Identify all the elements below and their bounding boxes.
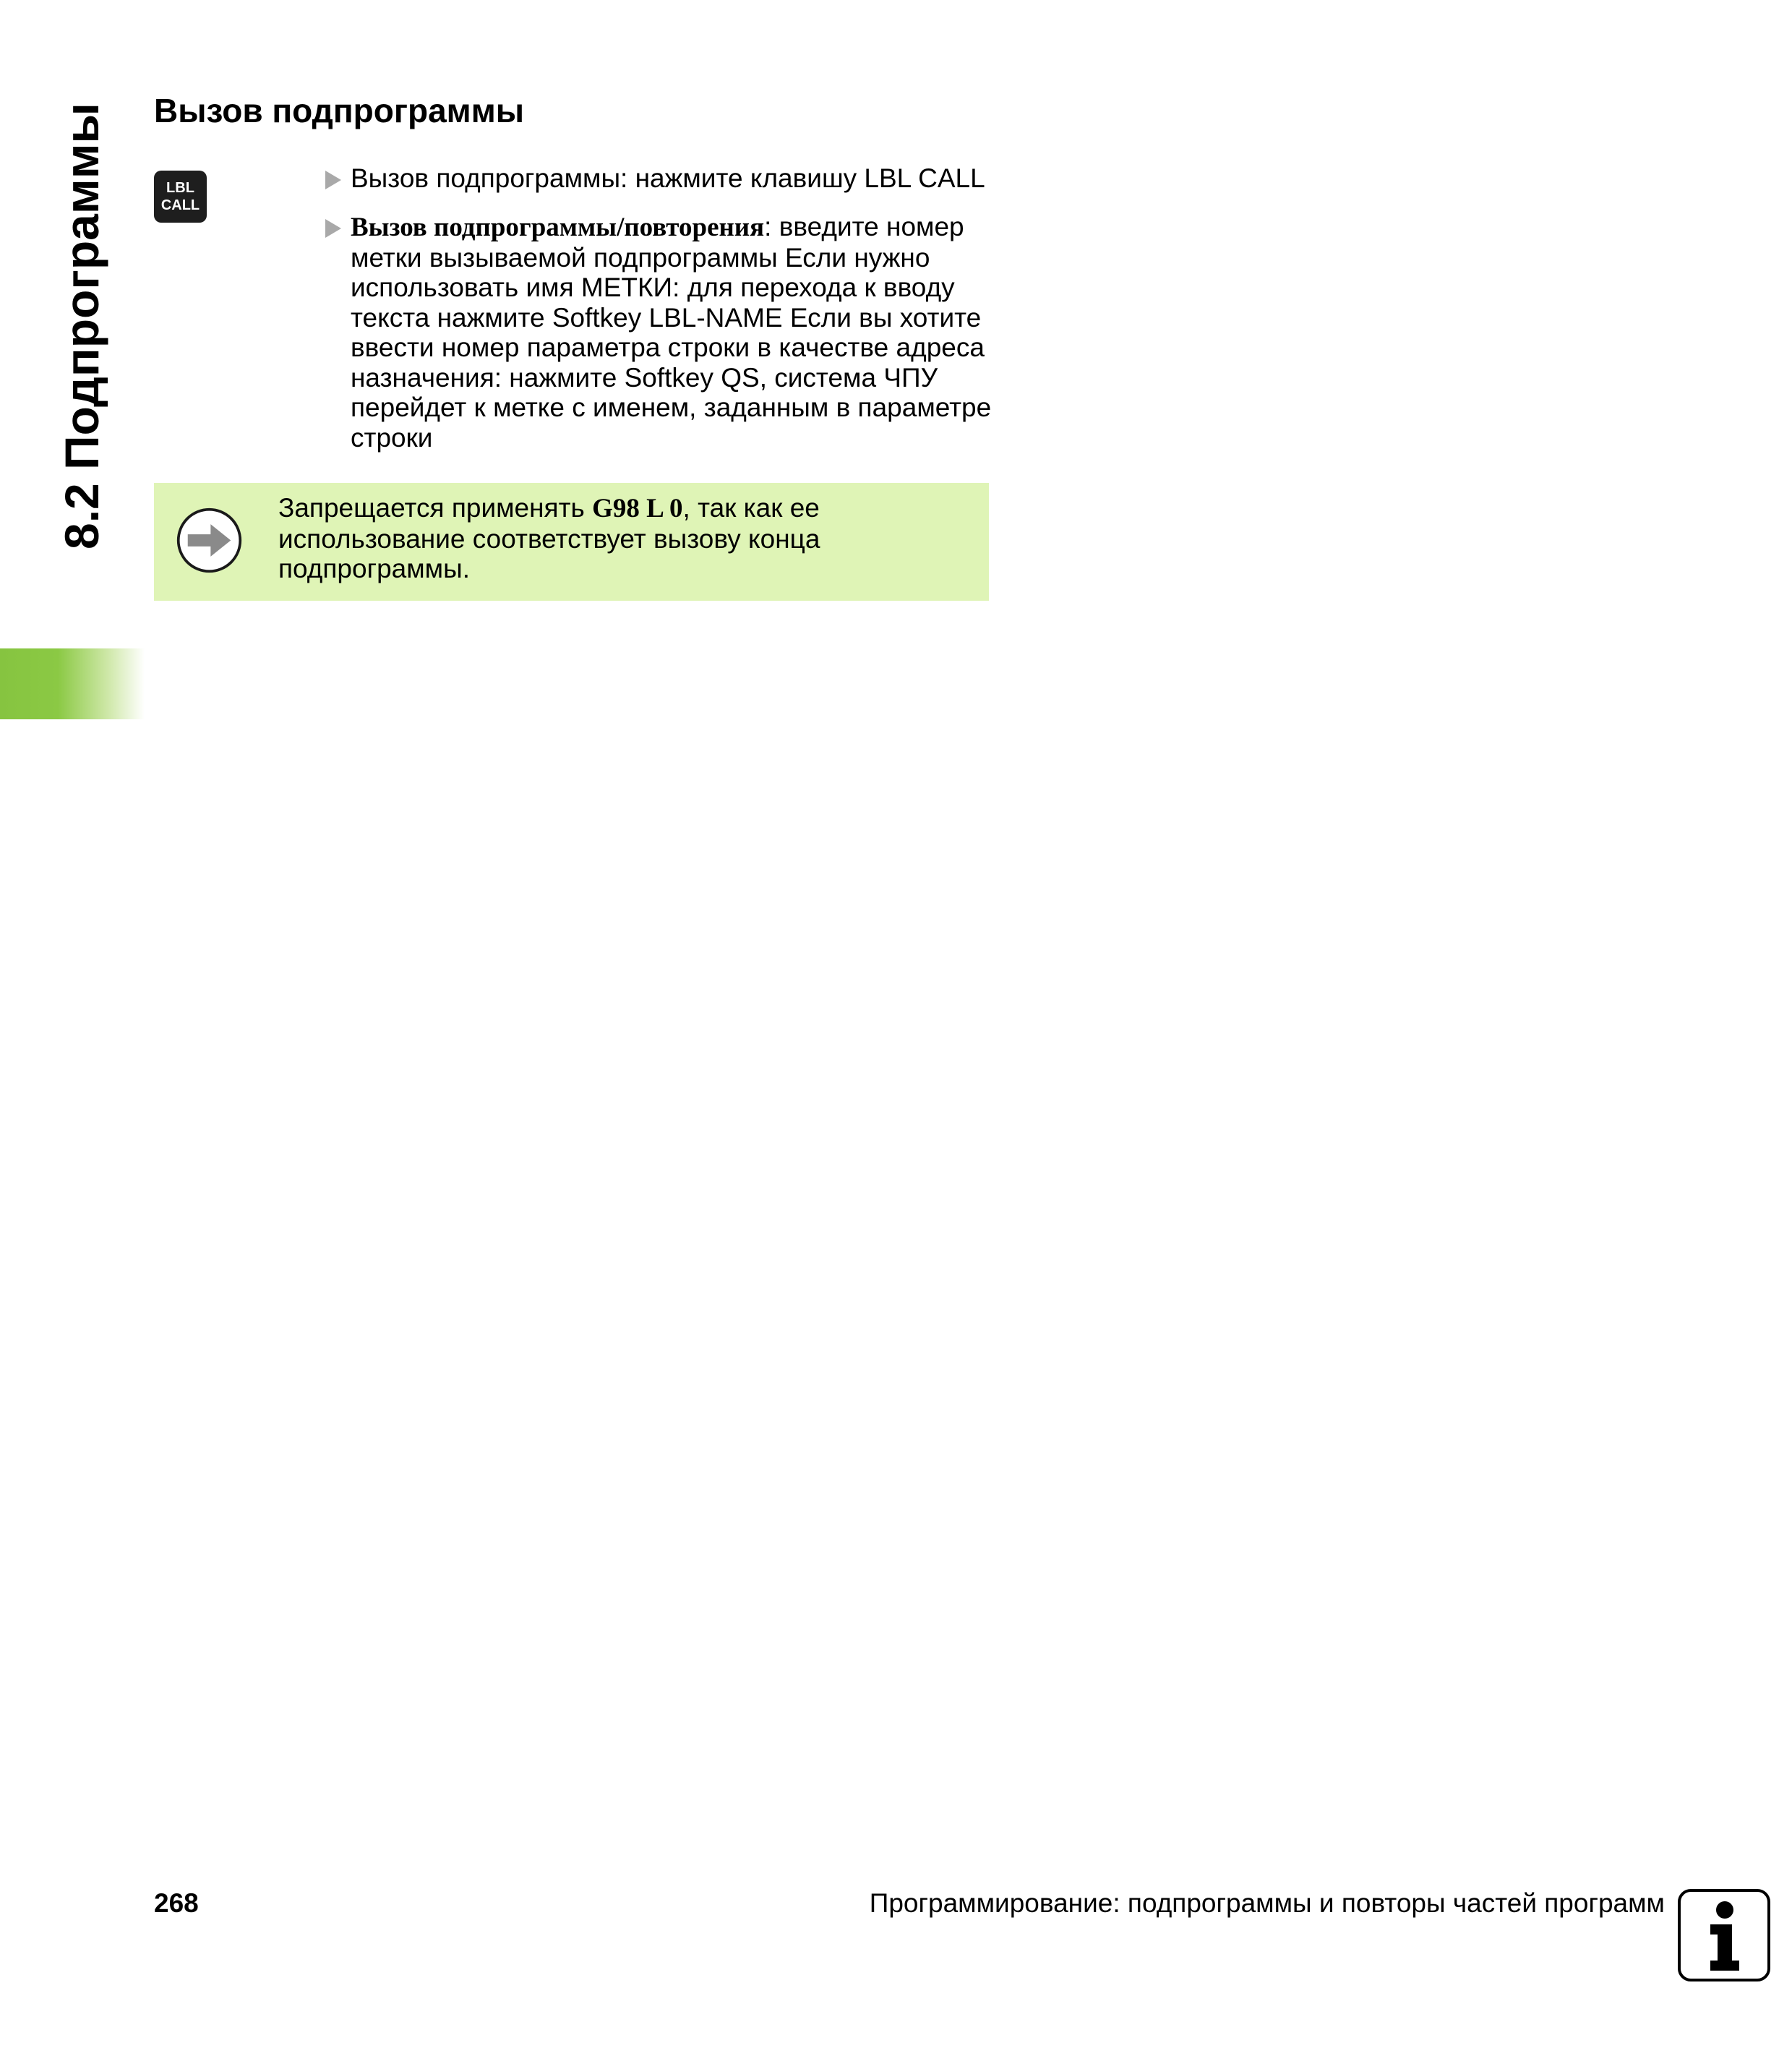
lbl-call-key-icon <box>154 171 207 223</box>
note-box <box>154 483 989 601</box>
note-prefix: Запрещается применять <box>278 493 593 523</box>
step-arrow-icon <box>325 219 341 238</box>
chapter-side-title: 8.2 Подпрограммы <box>55 103 108 549</box>
step-item <box>325 163 998 194</box>
footer-chapter-title: Программирование: подпрограммы и повторы частей программ <box>869 1888 1665 1918</box>
step-text: : введите номер метки вызываемой подпрограммы Если нужно использовать имя МЕТКИ: для перехода к вводу текста нажмите Softkey LBL-NAME Если вы хотите ввести номер параметра строки в качестве адреса назначения: нажмите Softkey QS, система ЧПУ перейдет к метке с именем, заданным в параметре строки <box>351 212 992 453</box>
key-label-line2: CALL <box>160 197 200 213</box>
key-label-line1: LBL <box>166 180 194 196</box>
note-text <box>278 493 972 584</box>
step-text: Вызов подпрограммы: нажмите клавишу LBL CALL <box>351 163 985 193</box>
step-item <box>325 212 998 453</box>
chapter-tab-marker <box>0 648 145 719</box>
step-bold-term: Вызов подпрограммы/повторения <box>351 213 765 242</box>
note-suffix: , так как ее использование соответствует вызову конца подпрограммы. <box>278 493 820 583</box>
section-heading: Вызов подпрограммы <box>154 92 525 129</box>
info-icon <box>1677 1888 1771 1982</box>
note-code: G98 L 0 <box>592 494 683 523</box>
step-arrow-icon <box>325 171 341 189</box>
arrow-right-circle-icon <box>176 507 243 574</box>
page-number: 268 <box>154 1888 199 1918</box>
